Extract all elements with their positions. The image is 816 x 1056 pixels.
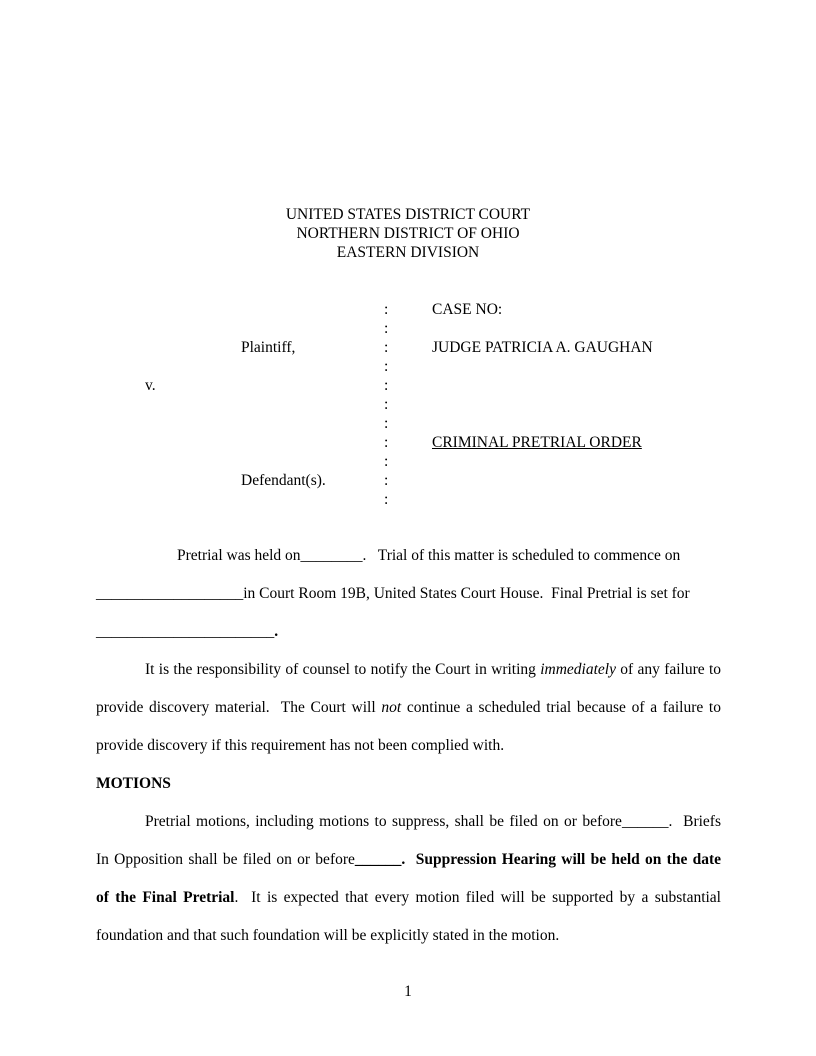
caption-colon: : — [384, 320, 389, 337]
motions-line-4: foundation and that such foundation will be explicitly stated in the motion. — [96, 927, 560, 944]
discovery-line-2 — [96, 698, 721, 717]
courtroom-line — [96, 584, 690, 603]
suppression-hearing-text: . Suppression Hearing will be held on the date — [401, 851, 722, 868]
pretrial-date-blank: ________ — [300, 547, 363, 564]
opposition-text: In Opposition shall be filed on or before — [96, 851, 355, 868]
page-number: 1 — [404, 983, 412, 1000]
discovery-text-c: provide discovery material. The Court will — [96, 699, 382, 716]
caption-colon: : — [384, 301, 389, 318]
caption-colon: : — [384, 339, 389, 356]
division-name: EASTERN DIVISION — [336, 244, 480, 261]
final-pretrial-line — [96, 622, 278, 641]
judge-name: JUDGE PATRICIA A. GAUGHAN — [432, 339, 653, 356]
discovery-line-3: provide discovery if this requirement has not been complied with. — [96, 737, 505, 754]
final-pretrial-blank: _______________________ — [96, 623, 275, 640]
motions-heading: MOTIONS — [96, 775, 171, 792]
discovery-line-1 — [145, 660, 721, 679]
discovery-text-a: It is the responsibility of counsel to notify the Court in writing — [145, 661, 541, 678]
final-pretrial-bold: of the Final Pretrial — [96, 889, 235, 906]
briefs-text: . Briefs — [668, 813, 721, 830]
court-name: UNITED STATES DISTRICT COURT — [285, 206, 531, 223]
caption-colon: : — [384, 415, 389, 432]
caption-colon: : — [384, 377, 389, 394]
courtroom-text: in Court Room 19B, United States Court House. Final Pretrial is set for — [243, 585, 690, 602]
discovery-text-d: continue a scheduled trial because of a failure to — [401, 699, 721, 716]
plaintiff-label: Plaintiff, — [241, 339, 296, 356]
final-pretrial-period: . — [274, 623, 279, 640]
motions-line-1 — [145, 812, 721, 831]
motions-line-2 — [96, 850, 721, 869]
district-name: NORTHERN DISTRICT OF OHIO — [296, 225, 520, 242]
caption-colon: : — [384, 434, 389, 451]
trial-date-blank: ___________________ — [96, 585, 244, 602]
caption-colon: : — [384, 358, 389, 375]
pretrial-held-text: Pretrial was held on — [177, 547, 301, 564]
versus-label: v. — [145, 377, 156, 394]
immediately-emphasis: immediately — [540, 661, 616, 678]
foundation-text: . It is expected that every motion filed will be supported by a substantial — [234, 889, 721, 906]
caption-colon: : — [384, 396, 389, 413]
defendant-label: Defendant(s). — [241, 472, 326, 489]
discovery-text-b: of any failure to — [615, 661, 721, 678]
pretrial-held-line — [177, 546, 680, 565]
opposition-deadline-blank: ______ — [354, 851, 402, 868]
motions-line-3 — [96, 888, 721, 907]
motions-text-a: Pretrial motions, including motions to suppress, shall be filed on or before — [145, 813, 622, 830]
caption-colon: : — [384, 491, 389, 508]
order-title: CRIMINAL PRETRIAL ORDER — [432, 434, 642, 451]
caption-colon: : — [384, 472, 389, 489]
not-emphasis: not — [381, 699, 402, 716]
case-number-label: CASE NO: — [432, 301, 503, 318]
motions-deadline-blank: ______ — [621, 813, 669, 830]
caption-colon: : — [384, 453, 389, 470]
trial-schedule-text: . Trial of this matter is scheduled to commence on — [362, 547, 681, 564]
